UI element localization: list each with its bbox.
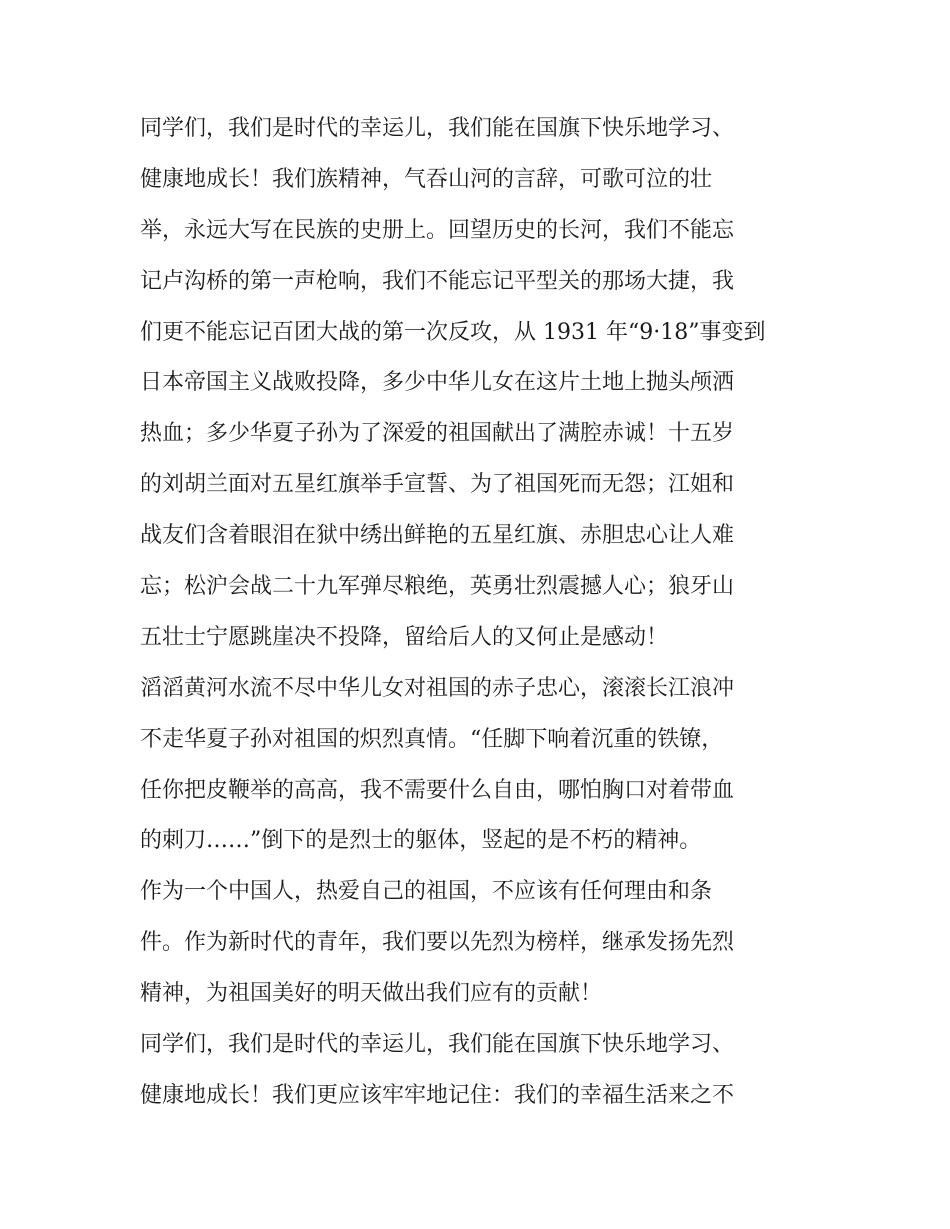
text-line: 战友们含着眼泪在狱中绣出鲜艳的五星红旗、赤胆忠心让人难 [140, 523, 735, 549]
text-line: 健康地成长！我们族精神，气吞山河的言辞，可歌可泣的壮 [140, 166, 713, 192]
text-line: 件。作为新时代的青年，我们要以先烈为榜样，继承发扬先烈 [140, 930, 735, 956]
text-line: 作为一个中国人，热爱自己的祖国，不应该有任何理由和条 [140, 879, 713, 905]
text-line: 举，永远大写在民族的史册上。回望历史的长河，我们不能忘 [140, 217, 735, 243]
text-line: 同学们，我们是时代的幸运儿，我们能在国旗下快乐地学习、 [140, 1032, 735, 1058]
text-line: 健康地成长！我们更应该牢牢地记住：我们的幸福生活来之不 [140, 1082, 735, 1108]
document-body [140, 104, 820, 1122]
text-line: 热血；多少华夏子孙为了深爱的祖国献出了满腔赤诚！十五岁 [140, 421, 735, 447]
text-line: 精神，为祖国美好的明天做出我们应有的贡献！ [140, 981, 603, 1007]
text-line: 记卢沟桥的第一声枪响，我们不能忘记平型关的那场大捷，我 [140, 268, 735, 294]
text-line: 同学们，我们是时代的幸运儿，我们能在国旗下快乐地学习、 [140, 116, 735, 141]
paragraph-2 [140, 664, 820, 868]
paragraph-4 [140, 1020, 820, 1122]
text-line: 的刺刀……”倒下的是烈士的躯体，竖起的是不朽的精神。 [140, 828, 702, 854]
paragraph-3 [140, 867, 820, 1020]
text-line: 滔滔黄河水流不尽中华儿女对祖国的赤子忠心，滚滚长江浪冲 [140, 675, 735, 701]
text-line: 日本帝国主义战败投降，多少中华儿女在这片土地上抛头颅洒 [140, 370, 735, 396]
text-line: 不走华夏子孙对祖国的炽烈真情。“任脚下响着沉重的铁镣， [140, 726, 724, 752]
text-line: 五壮士宁愿跳崖决不投降，留给后人的又何止是感动！ [140, 624, 669, 650]
text-line: 的刘胡兰面对五星红旗举手宣誓、为了祖国死而无怨；江姐和 [140, 472, 735, 498]
text-line: 忘；松沪会战二十九军弹尽粮绝，英勇壮烈震撼人心；狼牙山 [140, 574, 735, 600]
paragraph-1 [140, 104, 820, 664]
text-line: 们更不能忘记百团大战的第一次反攻，从 1931 年“9·18”事变到 [140, 319, 766, 345]
text-line: 任你把皮鞭举的高高，我不需要什么自由，哪怕胸口对着带血 [140, 777, 735, 803]
